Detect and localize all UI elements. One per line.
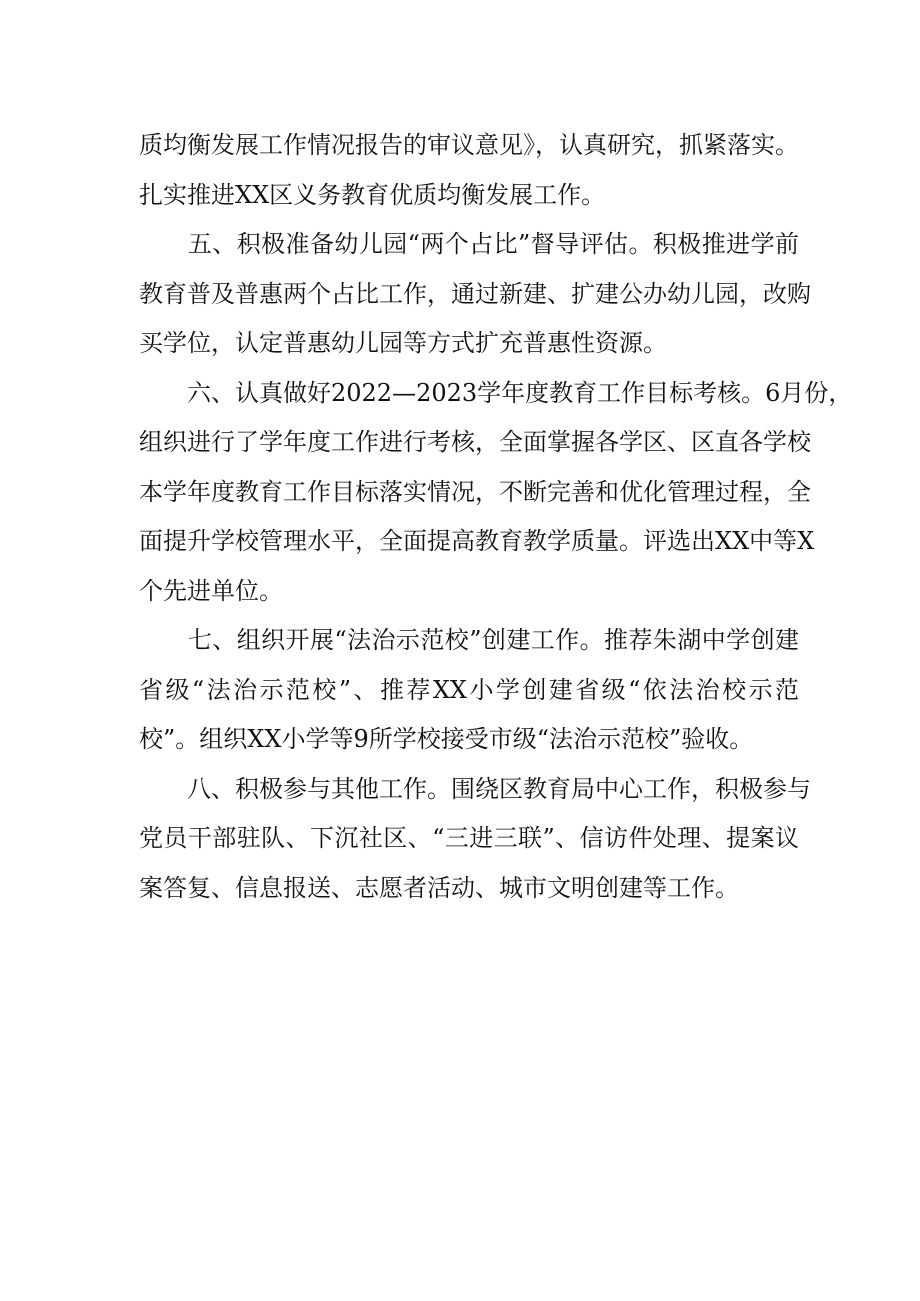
text-line: 买学位，认定普惠幼儿园等方式扩充普惠性资源。 <box>139 329 667 357</box>
text-line: 八、积极参与其他工作。围绕区教育局中心工作，积极参与 <box>139 774 811 803</box>
text-line: 六、认真做好2022—2023学年度教育工作目标考核。6月份， <box>139 378 853 407</box>
text-line: 质均衡发展工作情况报告的审议意见》，认真研究，抓紧落实。 <box>139 131 799 159</box>
text-line: 教育普及普惠两个占比工作，通过新建、扩建公办幼儿园，改购 <box>139 279 811 308</box>
text-line: 党员干部驻队、下沉社区、“三进三联”、信访件处理、提案议 <box>139 824 799 852</box>
text-line: 案答复、信息报送、志愿者活动、城市文明创建等工作。 <box>139 873 739 902</box>
text-line: 省级“法治示范校”、推荐XX小学创建省级“依法治校示范 <box>139 675 799 704</box>
text-line: 本学年度教育工作目标落实情况，不断完善和优化管理过程，全 <box>139 477 811 506</box>
text-line: 面提升学校管理水平，全面提高教育教学质量。评选出XX中等X <box>139 527 815 555</box>
text-line: 个先进单位。 <box>139 576 283 605</box>
text-line: 组织进行了学年度工作进行考核，全面掌握各学区、区直各学校 <box>139 428 811 456</box>
text-line: 扎实推进XX区义务教育优质均衡发展工作。 <box>139 180 606 209</box>
text-line: 五、积极准备幼儿园“两个占比”督导评估。积极推进学前 <box>139 230 799 258</box>
text-line: 七、组织开展“法治示范校”创建工作。推荐朱湖中学创建 <box>139 626 799 654</box>
document-body <box>139 121 853 913</box>
text-line: 校”。组织XX小学等9所学校接受市级“法治示范校”验收。 <box>139 725 754 753</box>
